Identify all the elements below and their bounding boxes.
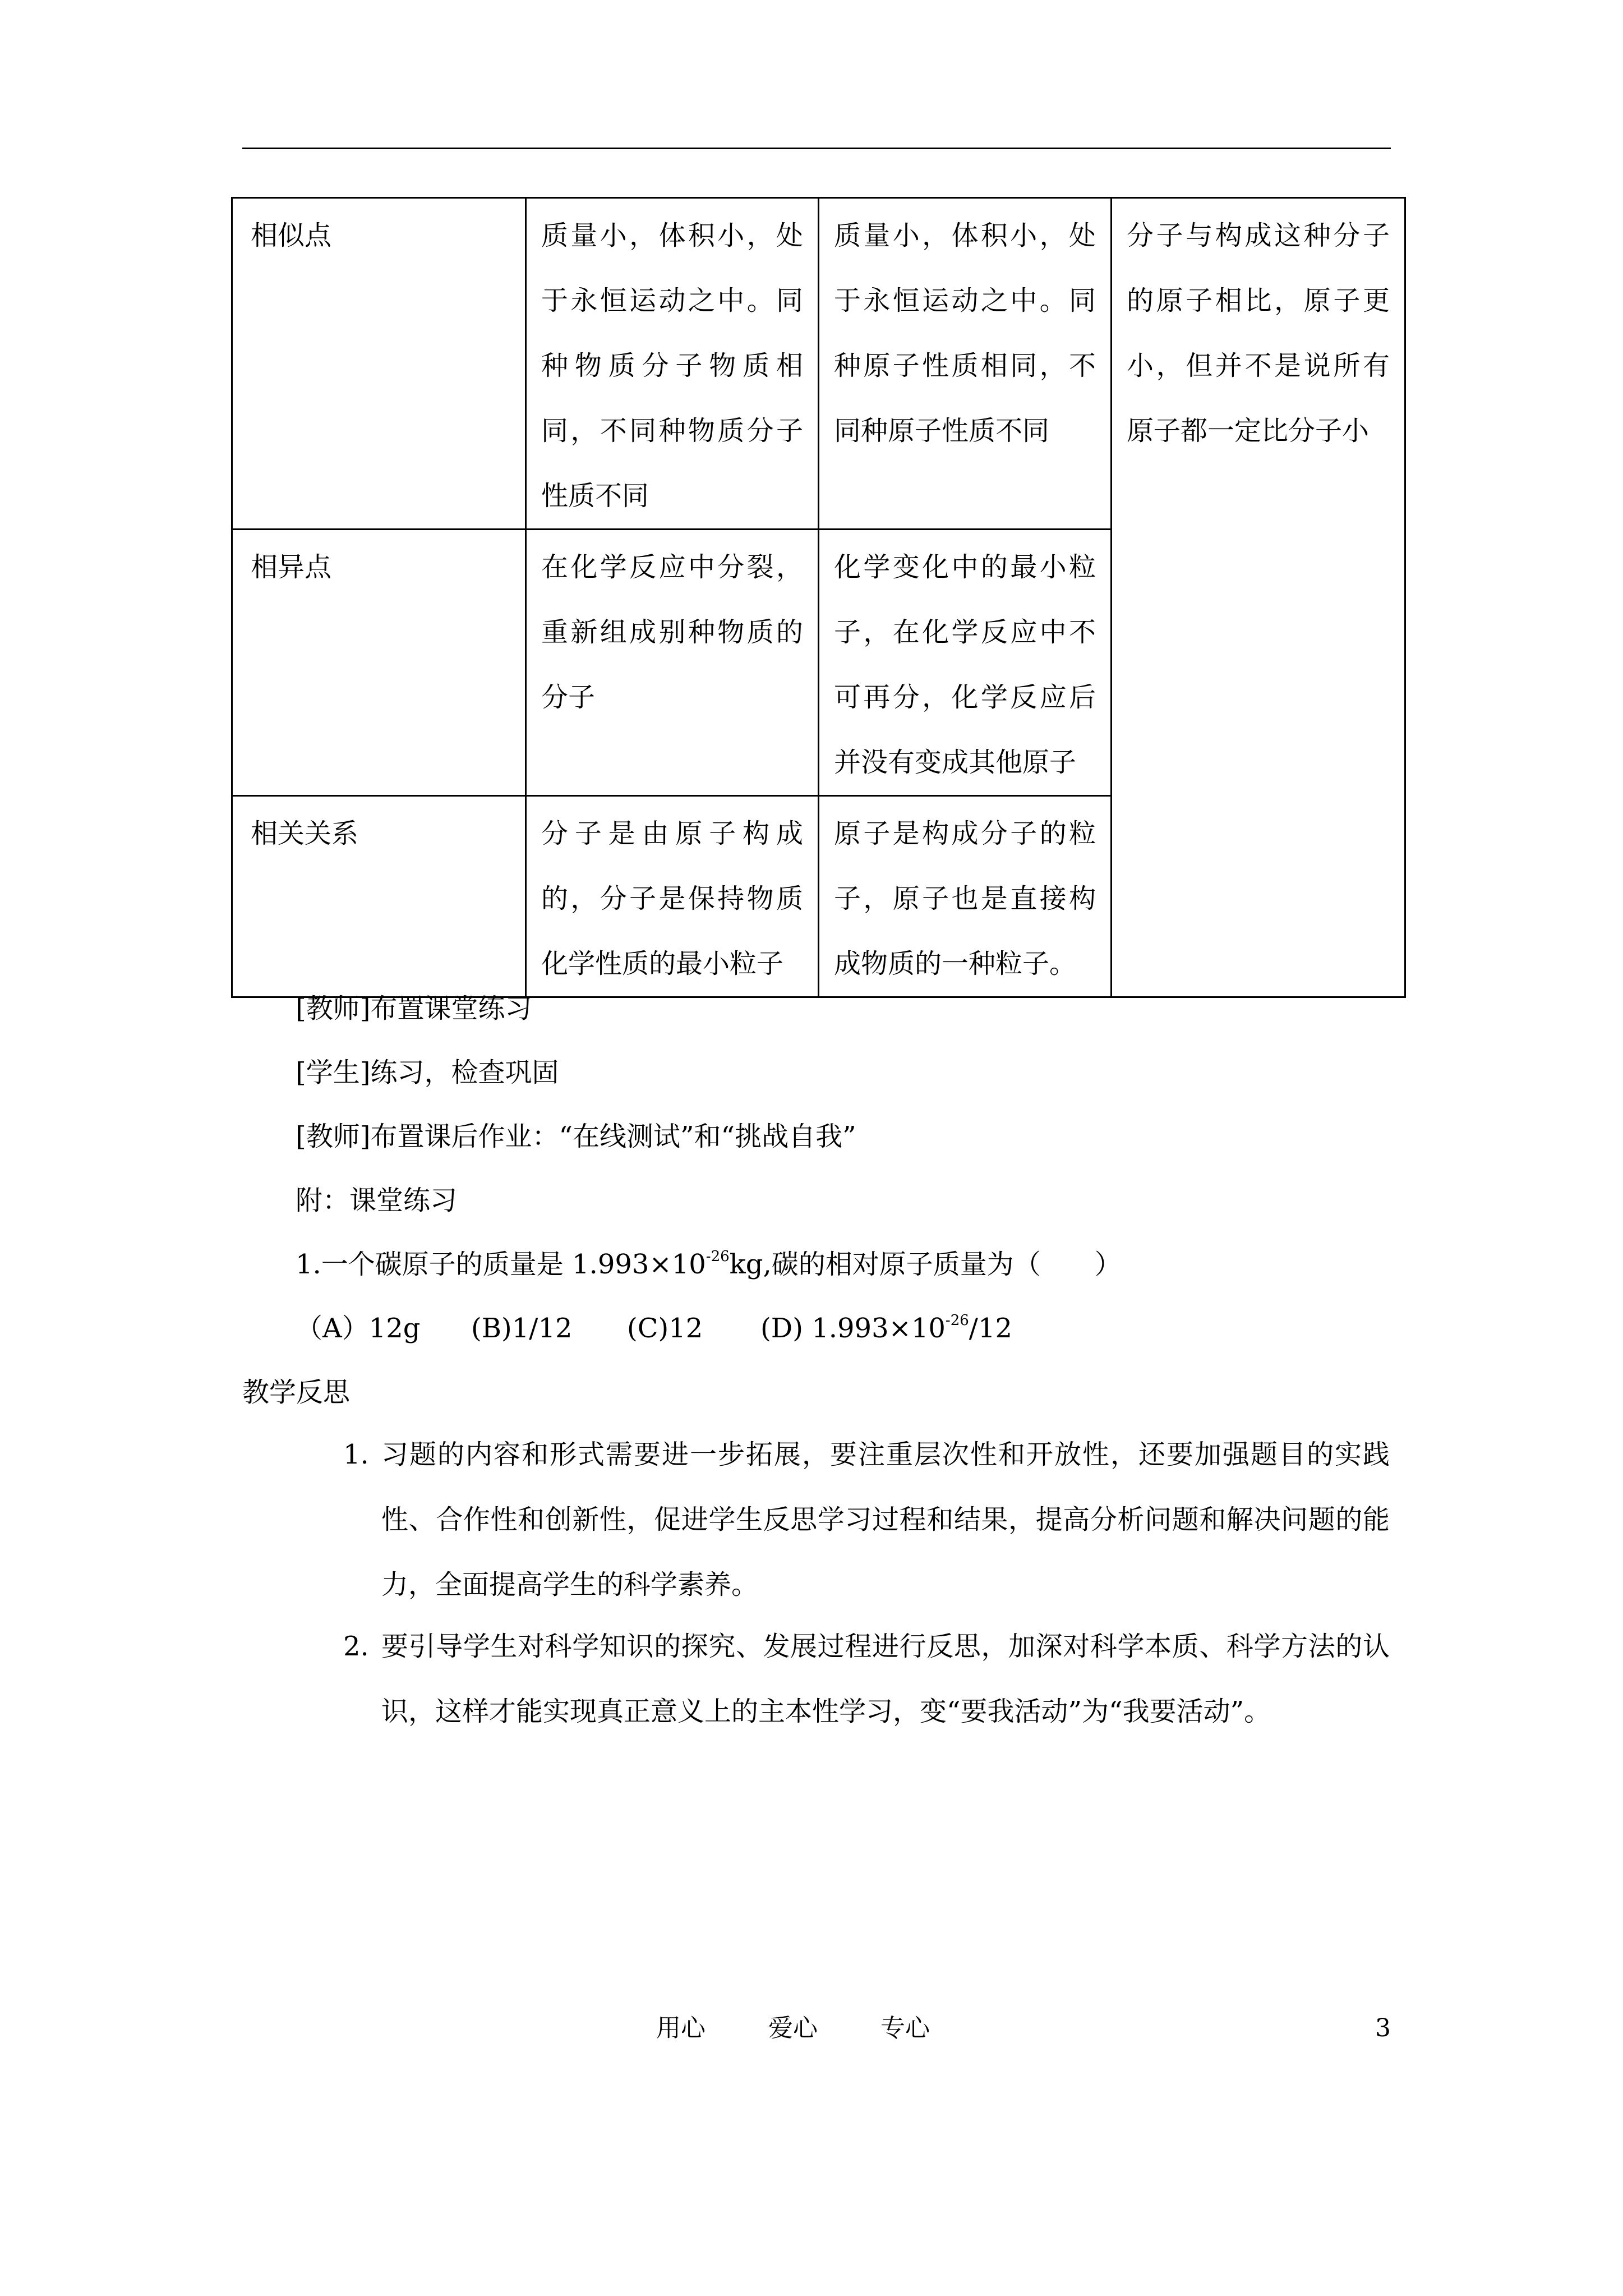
question-1-text: 1.一个碳原子的质量是 1.993×10	[296, 1249, 706, 1280]
reflection-item	[343, 1422, 1390, 1617]
option-d-text: (D) 1.993×10	[760, 1313, 946, 1344]
row-label: 相似点	[251, 220, 332, 251]
teacher-line-1: [教师]布置课堂练习	[296, 993, 532, 1024]
option-d	[760, 1312, 1012, 1345]
reflection-title: 教学反思	[242, 1377, 351, 1408]
note-cell	[1112, 198, 1405, 997]
reflection-item-text: 习题的内容和形式需要进一步拓展，要注重层次性和开放性，还要加强题目的实践性、合作性和创新性，促进学生反思学习过程和结果，提高分析问题和解决问题的能力，全面提高学生的科学素养。	[381, 1439, 1390, 1600]
atom-cell	[819, 796, 1112, 997]
reflection-item-number: 2.	[343, 1631, 369, 1662]
molecule-text: 质量小，体积小，处于永恒运动之中。同种物质分子物质相同，不同种物质分子性质不同	[541, 220, 803, 512]
option-b: (B)1/12	[471, 1313, 573, 1344]
atom-text: 化学变化中的最小粒子，在化学反应中不可再分，化学反应后并没有变成其他原子	[834, 551, 1096, 778]
molecule-text: 在化学反应中分裂，重新组成别种物质的分子	[541, 551, 803, 713]
option-d-exponent: -26	[945, 1312, 969, 1329]
footer-word-3: 专心	[880, 2014, 930, 2042]
header-rule	[242, 148, 1391, 149]
page-number: 3	[1375, 2014, 1391, 2042]
appendix-heading: 附：课堂练习	[296, 1185, 458, 1216]
footer-word-1: 用心	[656, 2014, 706, 2042]
row-label: 相异点	[251, 551, 332, 583]
molecule-cell	[526, 198, 819, 530]
molecule-text: 分子是由原子构成的，分子是保持物质化学性质的最小粒子	[541, 818, 803, 979]
reflection-item-text: 要引导学生对科学知识的探究、发展过程进行反思，加深对科学本质、科学方法的认识，这样才能实现真正意义上的主本性学习，变“要我活动”为“我要活动”。	[381, 1631, 1390, 1727]
molecule-cell	[526, 796, 819, 997]
reflection-item	[343, 1614, 1390, 1744]
row-label: 相关关系	[251, 818, 359, 849]
molecule-cell	[526, 530, 819, 796]
atom-text: 原子是构成分子的粒子，原子也是直接构成物质的一种粒子。	[834, 818, 1096, 979]
atom-text: 质量小，体积小，处于永恒运动之中。同种原子性质相同，不同种原子性质不同	[834, 220, 1096, 447]
question-1-text-end: kg,碳的相对原子质量为（ ）	[729, 1249, 1122, 1280]
note-text: 分子与构成这种分子的原子相比，原子更小，但并不是说所有原子都一定比分子小	[1127, 220, 1390, 447]
comparison-table	[231, 197, 1406, 998]
row-label-cell	[232, 796, 526, 997]
question-1	[296, 1248, 1122, 1281]
option-a: （A）12g	[296, 1313, 421, 1344]
row-label-cell	[232, 530, 526, 796]
option-d-text-end: /12	[969, 1313, 1013, 1344]
option-c: (C)12	[627, 1313, 703, 1344]
question-1-exponent: -26	[706, 1248, 730, 1265]
student-line: [学生]练习，检查巩固	[296, 1057, 559, 1088]
atom-cell	[819, 198, 1112, 530]
teacher-line-2: [教师]布置课后作业：“在线测试”和“挑战自我”	[296, 1121, 856, 1152]
atom-cell	[819, 530, 1112, 796]
row-label-cell	[232, 198, 526, 530]
table-row	[232, 198, 1405, 530]
footer-word-2: 爱心	[768, 2014, 818, 2042]
reflection-item-number: 1.	[343, 1439, 369, 1470]
